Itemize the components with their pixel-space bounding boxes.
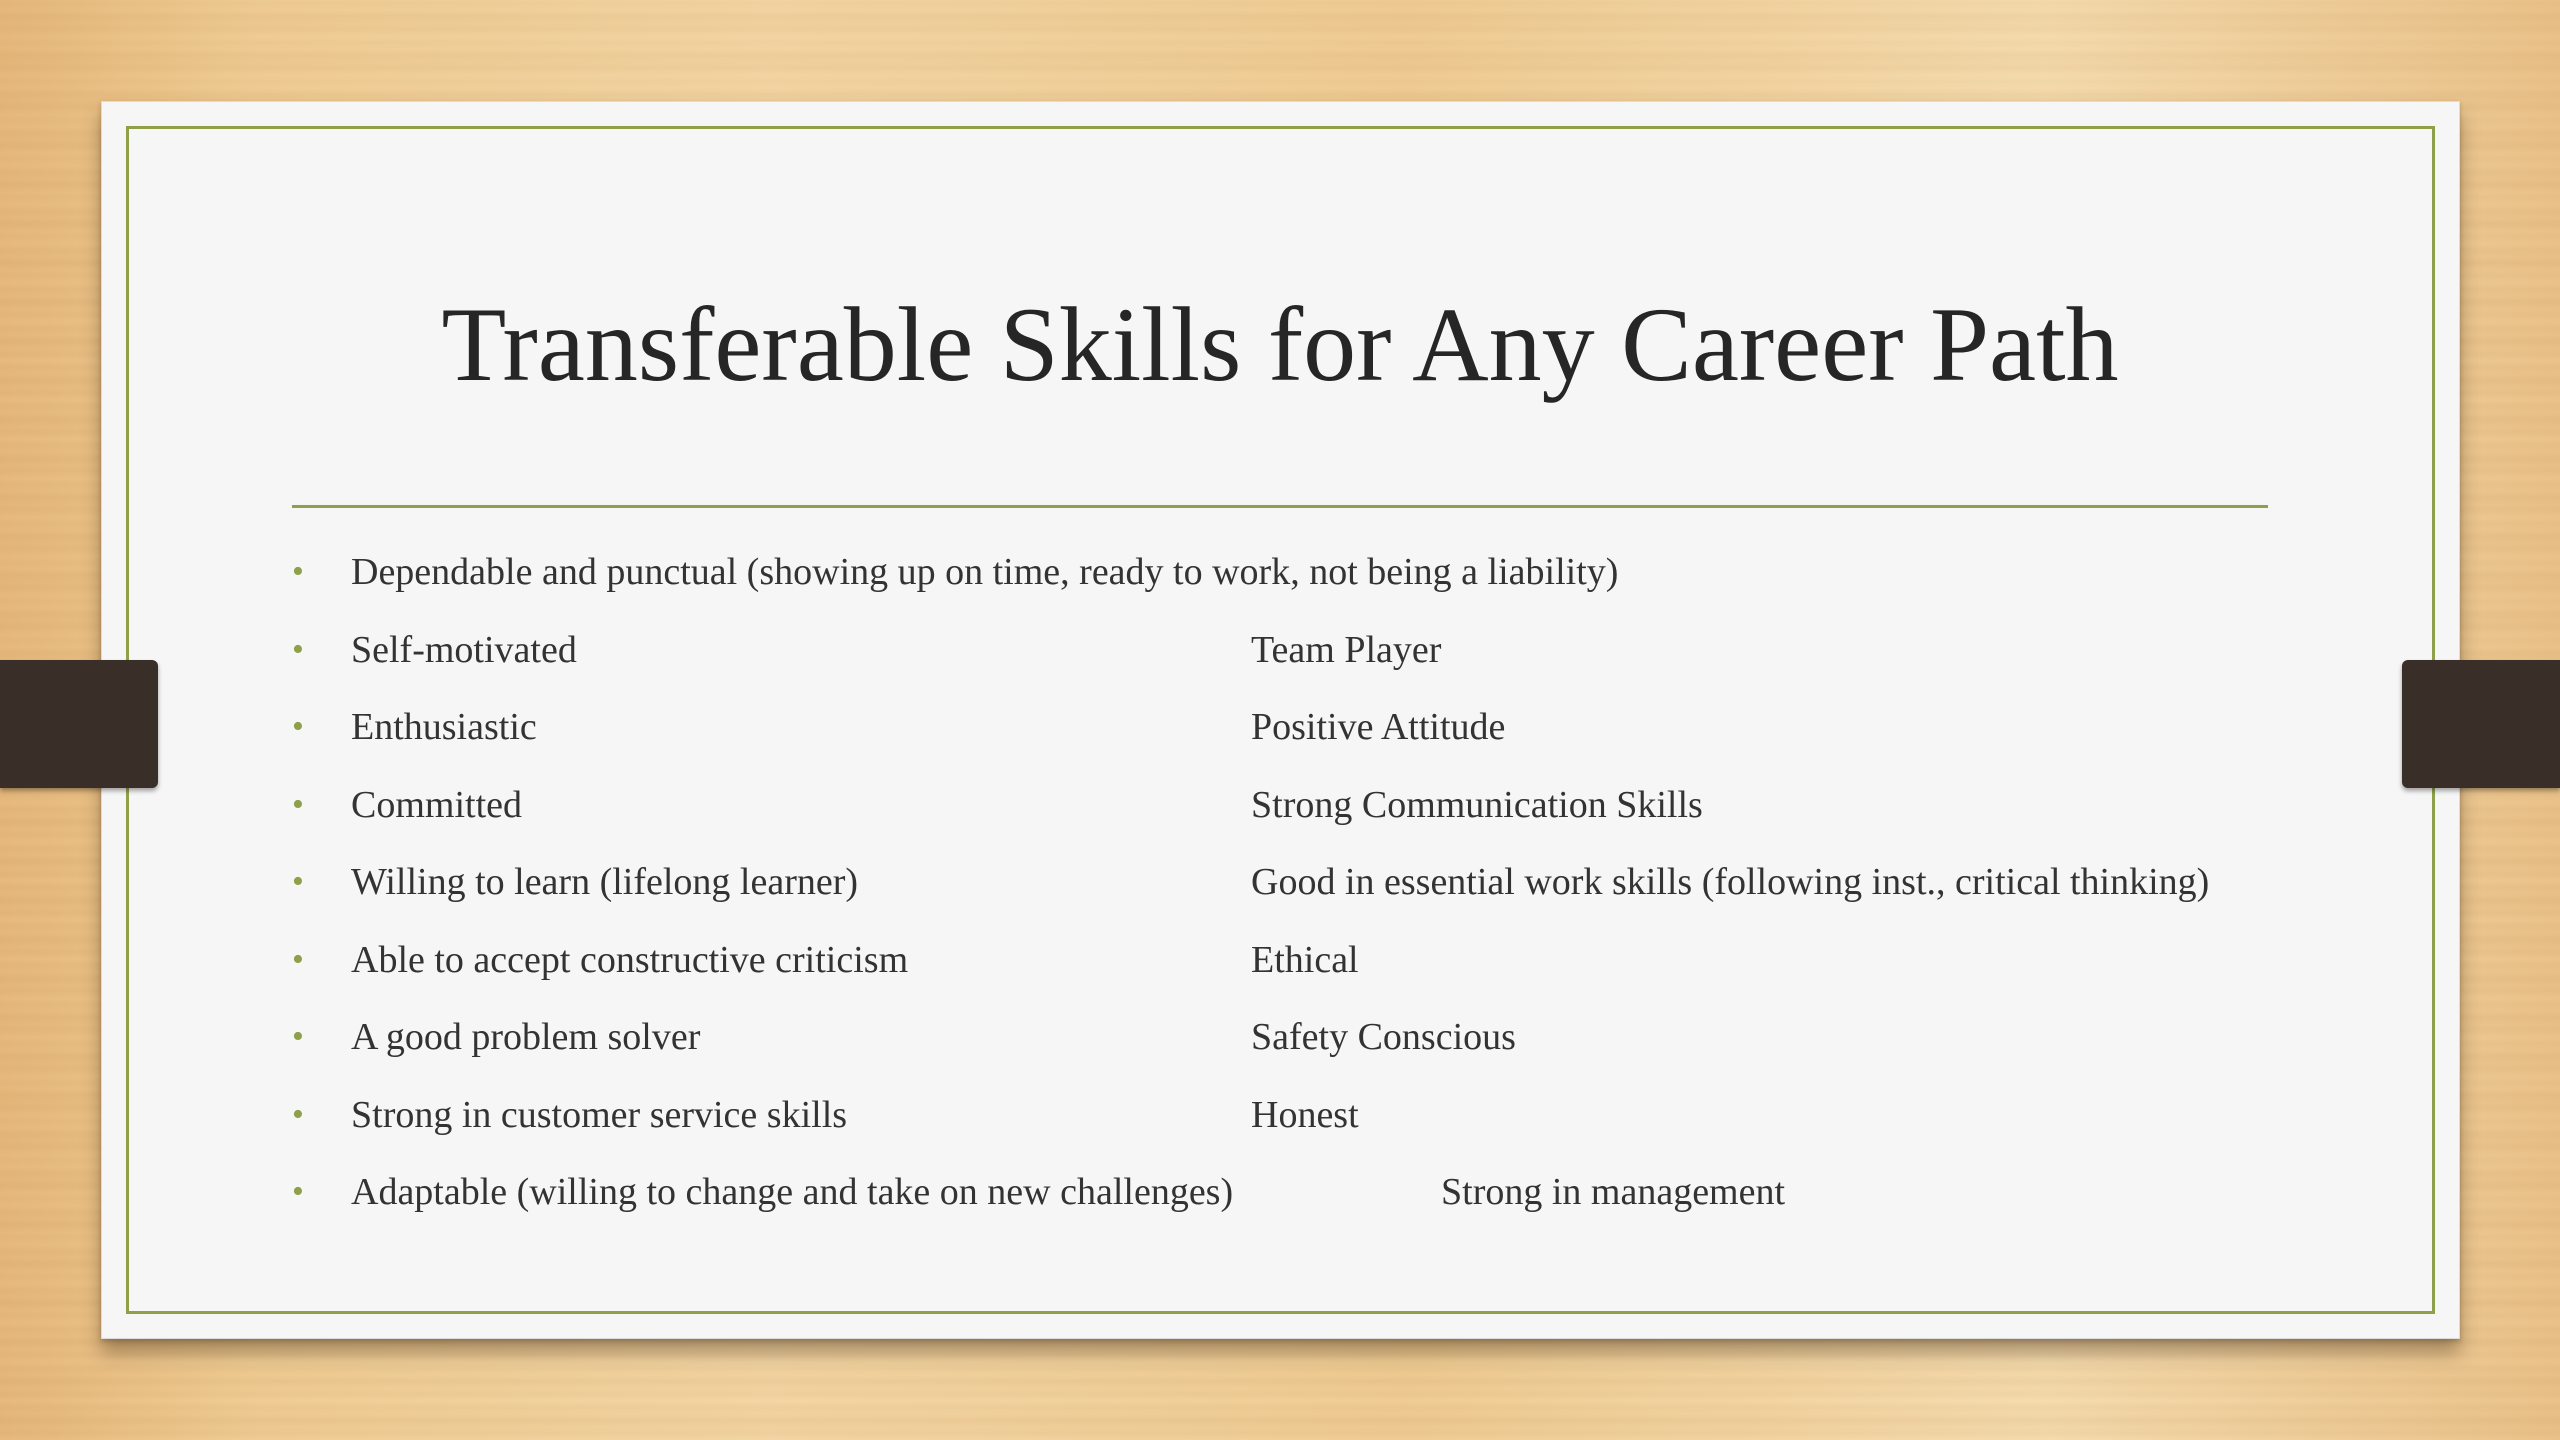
- right-binder-clip: [2402, 660, 2560, 788]
- bullet-icon: •: [292, 1018, 304, 1055]
- bullet-icon: •: [292, 863, 304, 900]
- skills-list: [292, 541, 2292, 1239]
- bullet-icon: •: [292, 940, 304, 978]
- list-item: [292, 851, 2292, 929]
- skill-right: Ethical: [1251, 938, 1359, 981]
- list-item: [292, 541, 2292, 619]
- list-item: [292, 696, 2292, 774]
- skill-left: Committed: [351, 783, 522, 826]
- skill-left: Self-motivated: [351, 628, 577, 671]
- skill-left: Able to accept constructive criticism: [351, 938, 909, 981]
- bullet-icon: •: [292, 630, 304, 668]
- bullet-icon: •: [292, 785, 304, 823]
- bullet-icon: •: [292, 1095, 304, 1133]
- skill-right: Positive Attitude: [1251, 706, 1506, 748]
- skill-right: Safety Conscious: [1251, 1016, 1516, 1058]
- skill-left: A good problem solver: [351, 1016, 701, 1058]
- skill-right: Good in essential work skills (following inst., critical thinking): [1251, 861, 2210, 903]
- skill-left: Adaptable (willing to change and take on new challenges): [351, 1171, 1234, 1213]
- skill-right: Strong in management: [1441, 1171, 1786, 1213]
- slide-title: Transferable Skills for Any Career Path: [441, 286, 2119, 403]
- skill-left: Strong in customer service skills: [351, 1093, 848, 1136]
- skill-right: Strong Communication Skills: [1251, 783, 1703, 826]
- left-binder-clip: [0, 660, 158, 788]
- skill-left: Enthusiastic: [351, 706, 537, 748]
- skill-left: Dependable and punctual (showing up on time, ready to work, not being a liability): [351, 551, 1619, 593]
- bullet-icon: •: [292, 708, 304, 745]
- list-item: [292, 929, 2292, 1007]
- skill-left: Willing to learn (lifelong learner): [351, 861, 859, 903]
- list-item: [292, 1084, 2292, 1162]
- title-divider: [292, 505, 2268, 508]
- bullet-icon: •: [292, 1173, 304, 1210]
- list-item: [292, 1006, 2292, 1084]
- list-item: [292, 1161, 2292, 1239]
- list-item: [292, 619, 2292, 697]
- bullet-icon: •: [292, 553, 304, 590]
- skill-right: Team Player: [1251, 628, 1442, 671]
- skill-right: Honest: [1251, 1093, 1359, 1136]
- list-item: [292, 774, 2292, 852]
